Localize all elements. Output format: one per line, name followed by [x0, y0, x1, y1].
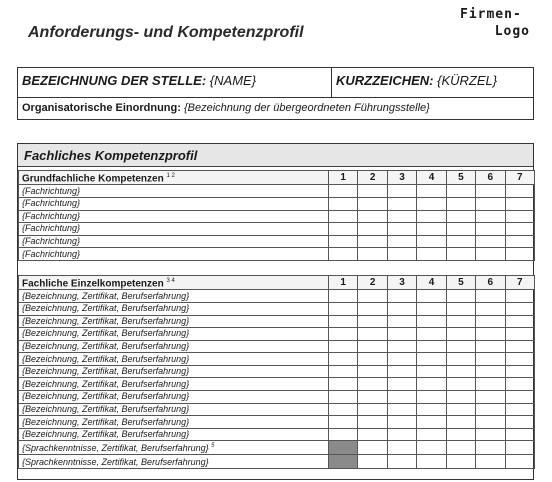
competence-text: {Fachrichtung}	[22, 248, 81, 259]
rating-cell-3[interactable]	[387, 416, 416, 429]
rating-cell-2[interactable]	[358, 391, 387, 404]
position-name	[22, 73, 256, 88]
position-value: {NAME}	[209, 73, 257, 88]
scale-header-5: 5	[446, 276, 475, 290]
competence-cell[interactable]	[19, 441, 329, 455]
rating-cell-6[interactable]	[476, 315, 505, 328]
scale-header-6: 6	[476, 171, 505, 185]
table-row	[19, 290, 535, 303]
competence-text: {Fachrichtung}	[22, 223, 81, 234]
rating-cell-1[interactable]	[329, 428, 358, 441]
rating-cell-5[interactable]	[446, 403, 475, 416]
competence-text: {Bezeichnung, Zertifikat, Berufserfahrung}	[22, 341, 190, 351]
rating-cell-5[interactable]	[446, 248, 475, 261]
rating-cell-6[interactable]	[476, 428, 505, 441]
rating-cell-2[interactable]	[358, 416, 387, 429]
table-row	[19, 223, 535, 236]
header-label-text: Grundfachliche Kompetenzen	[22, 173, 164, 185]
rating-cell-1[interactable]	[329, 290, 358, 303]
table-row	[19, 197, 535, 210]
rating-cell-4[interactable]	[417, 441, 446, 455]
rating-cell-7[interactable]	[505, 185, 534, 198]
rating-cell-5[interactable]	[446, 302, 475, 315]
section-title: Fachliches Kompetenzprofil	[18, 144, 533, 167]
competence-cell[interactable]	[19, 455, 329, 469]
rating-cell-5[interactable]	[446, 455, 475, 469]
rating-cell-5[interactable]	[446, 441, 475, 455]
rating-cell-6[interactable]	[476, 416, 505, 429]
org-label: Organisatorische Einordnung:	[22, 102, 181, 114]
footnote-ref: 5	[211, 443, 215, 450]
rating-cell-3[interactable]	[387, 328, 416, 341]
rating-cell-4[interactable]	[417, 197, 446, 210]
competence-cell[interactable]	[19, 328, 329, 341]
rating-cell-1[interactable]	[329, 353, 358, 366]
rating-cell-6[interactable]	[476, 403, 505, 416]
table-row	[19, 391, 535, 404]
rating-cell-7[interactable]	[505, 353, 534, 366]
rating-cell-5[interactable]	[446, 290, 475, 303]
competence-cell[interactable]	[19, 378, 329, 391]
rating-cell-5[interactable]	[446, 328, 475, 341]
rating-cell-5[interactable]	[446, 223, 475, 236]
rating-cell-5[interactable]	[446, 353, 475, 366]
table-row	[19, 185, 535, 198]
basic-competence-table	[18, 170, 535, 261]
company-logo	[460, 6, 530, 42]
table-row	[19, 403, 535, 416]
scale-header-5: 5	[446, 171, 475, 185]
rating-cell-1[interactable]	[329, 403, 358, 416]
rating-cell-3[interactable]	[387, 197, 416, 210]
competence-cell[interactable]	[19, 223, 329, 236]
short-code-label: KURZZEICHEN:	[336, 73, 434, 88]
rating-cell-3[interactable]	[387, 210, 416, 223]
competence-cell[interactable]	[19, 340, 329, 353]
rating-cell-2[interactable]	[358, 315, 387, 328]
rating-cell-5[interactable]	[446, 391, 475, 404]
competence-text: {Bezeichnung, Zertifikat, Berufserfahrung}	[22, 328, 190, 339]
rating-cell-2[interactable]	[358, 378, 387, 391]
competence-cell[interactable]	[19, 403, 329, 416]
rating-cell-3[interactable]	[387, 185, 416, 198]
table-header-row	[19, 276, 535, 290]
rating-cell-4[interactable]	[417, 455, 446, 469]
rating-cell-1[interactable]	[329, 235, 358, 248]
rating-cell-7[interactable]	[505, 391, 534, 404]
logo-line-1: Firmen-	[460, 7, 522, 22]
competence-cell[interactable]	[19, 428, 329, 441]
table-row	[19, 428, 535, 441]
rating-cell-1[interactable]	[329, 210, 358, 223]
rating-cell-1[interactable]	[329, 248, 358, 261]
rating-cell-1[interactable]	[329, 391, 358, 404]
rating-cell-3[interactable]	[387, 378, 416, 391]
table-row	[19, 315, 535, 328]
rating-cell-3[interactable]	[387, 428, 416, 441]
specific-competence-table	[18, 275, 535, 469]
rating-cell-2[interactable]	[358, 328, 387, 341]
rating-cell-4[interactable]	[417, 235, 446, 248]
table-header-row	[19, 171, 535, 185]
rating-cell-5[interactable]	[446, 365, 475, 378]
competence-cell[interactable]	[19, 416, 329, 429]
rating-cell-5[interactable]	[446, 235, 475, 248]
header-divider	[331, 68, 332, 98]
competence-cell[interactable]	[19, 315, 329, 328]
table-row	[19, 353, 535, 366]
rating-cell-2[interactable]	[358, 197, 387, 210]
rating-cell-2[interactable]	[358, 235, 387, 248]
competence-text: {Bezeichnung, Zertifikat, Berufserfahrung}	[22, 391, 190, 402]
rating-cell-1[interactable]	[329, 340, 358, 353]
competence-text: {Sprachkenntnisse, Zertifikat, Berufserfahrung}	[22, 443, 209, 454]
rating-cell-3[interactable]	[387, 403, 416, 416]
table-row	[19, 455, 535, 469]
rating-cell-4[interactable]	[417, 210, 446, 223]
rating-cell-1[interactable]	[329, 378, 358, 391]
rating-cell-5[interactable]	[446, 197, 475, 210]
rating-cell-7[interactable]	[505, 403, 534, 416]
rating-cell-1[interactable]	[329, 197, 358, 210]
competence-cell[interactable]	[19, 391, 329, 404]
footnote-ref: 3 4	[166, 278, 175, 284]
table-row	[19, 248, 535, 261]
rating-cell-4[interactable]	[417, 391, 446, 404]
scale-header-3: 3	[387, 171, 416, 185]
rating-cell-7[interactable]	[505, 428, 534, 441]
scale-header-7: 7	[505, 171, 534, 185]
rating-cell-2[interactable]	[358, 428, 387, 441]
rating-cell-1[interactable]	[329, 365, 358, 378]
rating-cell-5[interactable]	[446, 315, 475, 328]
rating-cell-4[interactable]	[417, 248, 446, 261]
rating-cell-5[interactable]	[446, 378, 475, 391]
rating-cell-5[interactable]	[446, 416, 475, 429]
rating-cell-2[interactable]	[358, 185, 387, 198]
rating-cell-6[interactable]	[476, 365, 505, 378]
rating-cell-2[interactable]	[358, 441, 387, 455]
scale-header-2: 2	[358, 276, 387, 290]
table-row	[19, 340, 535, 353]
competence-text: {Bezeichnung, Zertifikat, Berufserfahrung}	[22, 403, 190, 414]
scale-header-4: 4	[417, 171, 446, 185]
rating-cell-7[interactable]	[505, 328, 534, 341]
rating-cell-4[interactable]	[417, 223, 446, 236]
rating-cell-5[interactable]	[446, 210, 475, 223]
rating-cell-7[interactable]	[505, 235, 534, 248]
competence-text: {Fachrichtung}	[22, 185, 81, 196]
rating-cell-6[interactable]	[476, 235, 505, 248]
rating-cell-1[interactable]	[329, 328, 358, 341]
competence-cell[interactable]	[19, 248, 329, 261]
rating-cell-3[interactable]	[387, 353, 416, 366]
competence-text: {Bezeichnung, Zertifikat, Berufserfahrung}	[22, 315, 190, 326]
table-row	[19, 365, 535, 378]
rating-cell-4[interactable]	[417, 302, 446, 315]
rating-cell-3[interactable]	[387, 223, 416, 236]
rating-cell-3[interactable]	[387, 315, 416, 328]
rating-cell-7[interactable]	[505, 302, 534, 315]
scale-header-1: 1	[329, 276, 358, 290]
competence-cell[interactable]	[19, 290, 329, 303]
rating-cell-2[interactable]	[358, 223, 387, 236]
rating-cell-6[interactable]	[476, 302, 505, 315]
rating-cell-1[interactable]	[329, 416, 358, 429]
competence-text: {Bezeichnung, Zertifikat, Berufserfahrung}	[22, 353, 190, 364]
scale-header-1: 1	[329, 171, 358, 185]
rating-cell-7[interactable]	[505, 210, 534, 223]
rating-cell-3[interactable]	[387, 365, 416, 378]
rating-cell-6[interactable]	[476, 455, 505, 469]
competence-text: {Bezeichnung, Zertifikat, Berufserfahrung}	[22, 303, 190, 314]
competence-text: {Sprachkenntnisse, Zertifikat, Berufserfahrung}	[22, 457, 209, 468]
scale-header-2: 2	[358, 171, 387, 185]
competence-header-label	[19, 171, 329, 185]
rating-cell-6[interactable]	[476, 290, 505, 303]
rating-cell-7[interactable]	[505, 455, 534, 469]
logo-line-2: Logo	[494, 24, 530, 39]
position-label: BEZEICHNUNG DER STELLE:	[22, 73, 207, 88]
rating-cell-6[interactable]	[476, 248, 505, 261]
rating-cell-3[interactable]	[387, 455, 416, 469]
rating-cell-1[interactable]	[329, 223, 358, 236]
org-value: {Bezeichnung der übergeordneten Führungsstelle}	[183, 102, 430, 114]
header-label-text: Fachliche Einzelkompetenzen	[22, 278, 164, 290]
rating-cell-4[interactable]	[417, 403, 446, 416]
scale-header-4: 4	[417, 276, 446, 290]
rating-cell-6[interactable]	[476, 197, 505, 210]
rating-cell-4[interactable]	[417, 365, 446, 378]
rating-cell-3[interactable]	[387, 302, 416, 315]
footnote-ref: 1 2	[166, 173, 175, 179]
rating-cell-3[interactable]	[387, 248, 416, 261]
rating-cell-4[interactable]	[417, 353, 446, 366]
rating-cell-6[interactable]	[476, 353, 505, 366]
competence-cell[interactable]	[19, 185, 329, 198]
rating-cell-2[interactable]	[358, 403, 387, 416]
scale-header-7: 7	[505, 276, 534, 290]
rating-cell-3[interactable]	[387, 235, 416, 248]
rating-cell-4[interactable]	[417, 328, 446, 341]
rating-cell-5[interactable]	[446, 185, 475, 198]
rating-cell-4[interactable]	[417, 416, 446, 429]
rating-cell-2[interactable]	[358, 248, 387, 261]
rating-cell-1[interactable]	[329, 455, 358, 469]
rating-cell-3[interactable]	[387, 340, 416, 353]
rating-cell-2[interactable]	[358, 353, 387, 366]
competence-cell[interactable]	[19, 235, 329, 248]
competence-header-label	[19, 276, 329, 290]
competence-text: {Bezeichnung, Zertifikat, Berufserfahrung}	[22, 290, 190, 301]
rating-cell-7[interactable]	[505, 315, 534, 328]
org-classification	[22, 102, 430, 114]
rating-cell-4[interactable]	[417, 185, 446, 198]
rating-cell-4[interactable]	[417, 428, 446, 441]
rating-cell-7[interactable]	[505, 365, 534, 378]
rating-cell-6[interactable]	[476, 391, 505, 404]
table-row	[19, 441, 535, 455]
rating-cell-7[interactable]	[505, 441, 534, 455]
competence-text: {Bezeichnung, Zertifikat, Berufserfahrung}	[22, 378, 190, 389]
table-row	[19, 210, 535, 223]
rating-cell-6[interactable]	[476, 185, 505, 198]
rating-cell-1[interactable]	[329, 185, 358, 198]
rating-cell-5[interactable]	[446, 340, 475, 353]
position-header	[17, 67, 534, 120]
rating-cell-1[interactable]	[329, 441, 358, 455]
document-title: Anforderungs- und Kompetenzprofil	[28, 24, 304, 41]
rating-cell-1[interactable]	[329, 315, 358, 328]
rating-cell-2[interactable]	[358, 302, 387, 315]
competence-cell[interactable]	[19, 302, 329, 315]
rating-cell-2[interactable]	[358, 455, 387, 469]
rating-cell-2[interactable]	[358, 340, 387, 353]
scale-header-3: 3	[387, 276, 416, 290]
table-row	[19, 235, 535, 248]
rating-cell-7[interactable]	[505, 290, 534, 303]
competence-cell[interactable]	[19, 210, 329, 223]
rating-cell-6[interactable]	[476, 340, 505, 353]
short-code-value: {KÜRZEL}	[437, 73, 498, 88]
rating-cell-6[interactable]	[476, 210, 505, 223]
rating-cell-3[interactable]	[387, 290, 416, 303]
table-row	[19, 416, 535, 429]
rating-cell-7[interactable]	[505, 378, 534, 391]
rating-cell-4[interactable]	[417, 290, 446, 303]
rating-cell-1[interactable]	[329, 302, 358, 315]
rating-cell-7[interactable]	[505, 248, 534, 261]
rating-cell-6[interactable]	[476, 223, 505, 236]
competence-section	[17, 143, 534, 480]
rating-cell-4[interactable]	[417, 378, 446, 391]
table-row	[19, 328, 535, 341]
rating-cell-2[interactable]	[358, 365, 387, 378]
rating-cell-3[interactable]	[387, 441, 416, 455]
competence-text: {Bezeichnung, Zertifikat, Berufserfahrung}	[22, 366, 190, 377]
rating-cell-7[interactable]	[505, 340, 534, 353]
scale-header-6: 6	[476, 276, 505, 290]
competence-text: {Bezeichnung, Zertifikat, Berufserfahrung}	[22, 429, 190, 440]
rating-cell-3[interactable]	[387, 391, 416, 404]
competence-text: {Fachrichtung}	[22, 236, 81, 246]
rating-cell-7[interactable]	[505, 197, 534, 210]
rating-cell-4[interactable]	[417, 340, 446, 353]
table-row	[19, 302, 535, 315]
rating-cell-6[interactable]	[476, 378, 505, 391]
table-row	[19, 378, 535, 391]
rating-cell-2[interactable]	[358, 210, 387, 223]
short-code	[336, 73, 497, 88]
rating-cell-6[interactable]	[476, 441, 505, 455]
competence-text: {Bezeichnung, Zertifikat, Berufserfahrung}	[22, 416, 190, 427]
rating-cell-7[interactable]	[505, 416, 534, 429]
competence-cell[interactable]	[19, 197, 329, 210]
rating-cell-4[interactable]	[417, 315, 446, 328]
competence-cell[interactable]	[19, 353, 329, 366]
rating-cell-6[interactable]	[476, 328, 505, 341]
competence-text: {Fachrichtung}	[22, 210, 81, 221]
rating-cell-7[interactable]	[505, 223, 534, 236]
rating-cell-5[interactable]	[446, 428, 475, 441]
competence-cell[interactable]	[19, 365, 329, 378]
competence-text: {Fachrichtung}	[22, 198, 81, 209]
rating-cell-2[interactable]	[358, 290, 387, 303]
